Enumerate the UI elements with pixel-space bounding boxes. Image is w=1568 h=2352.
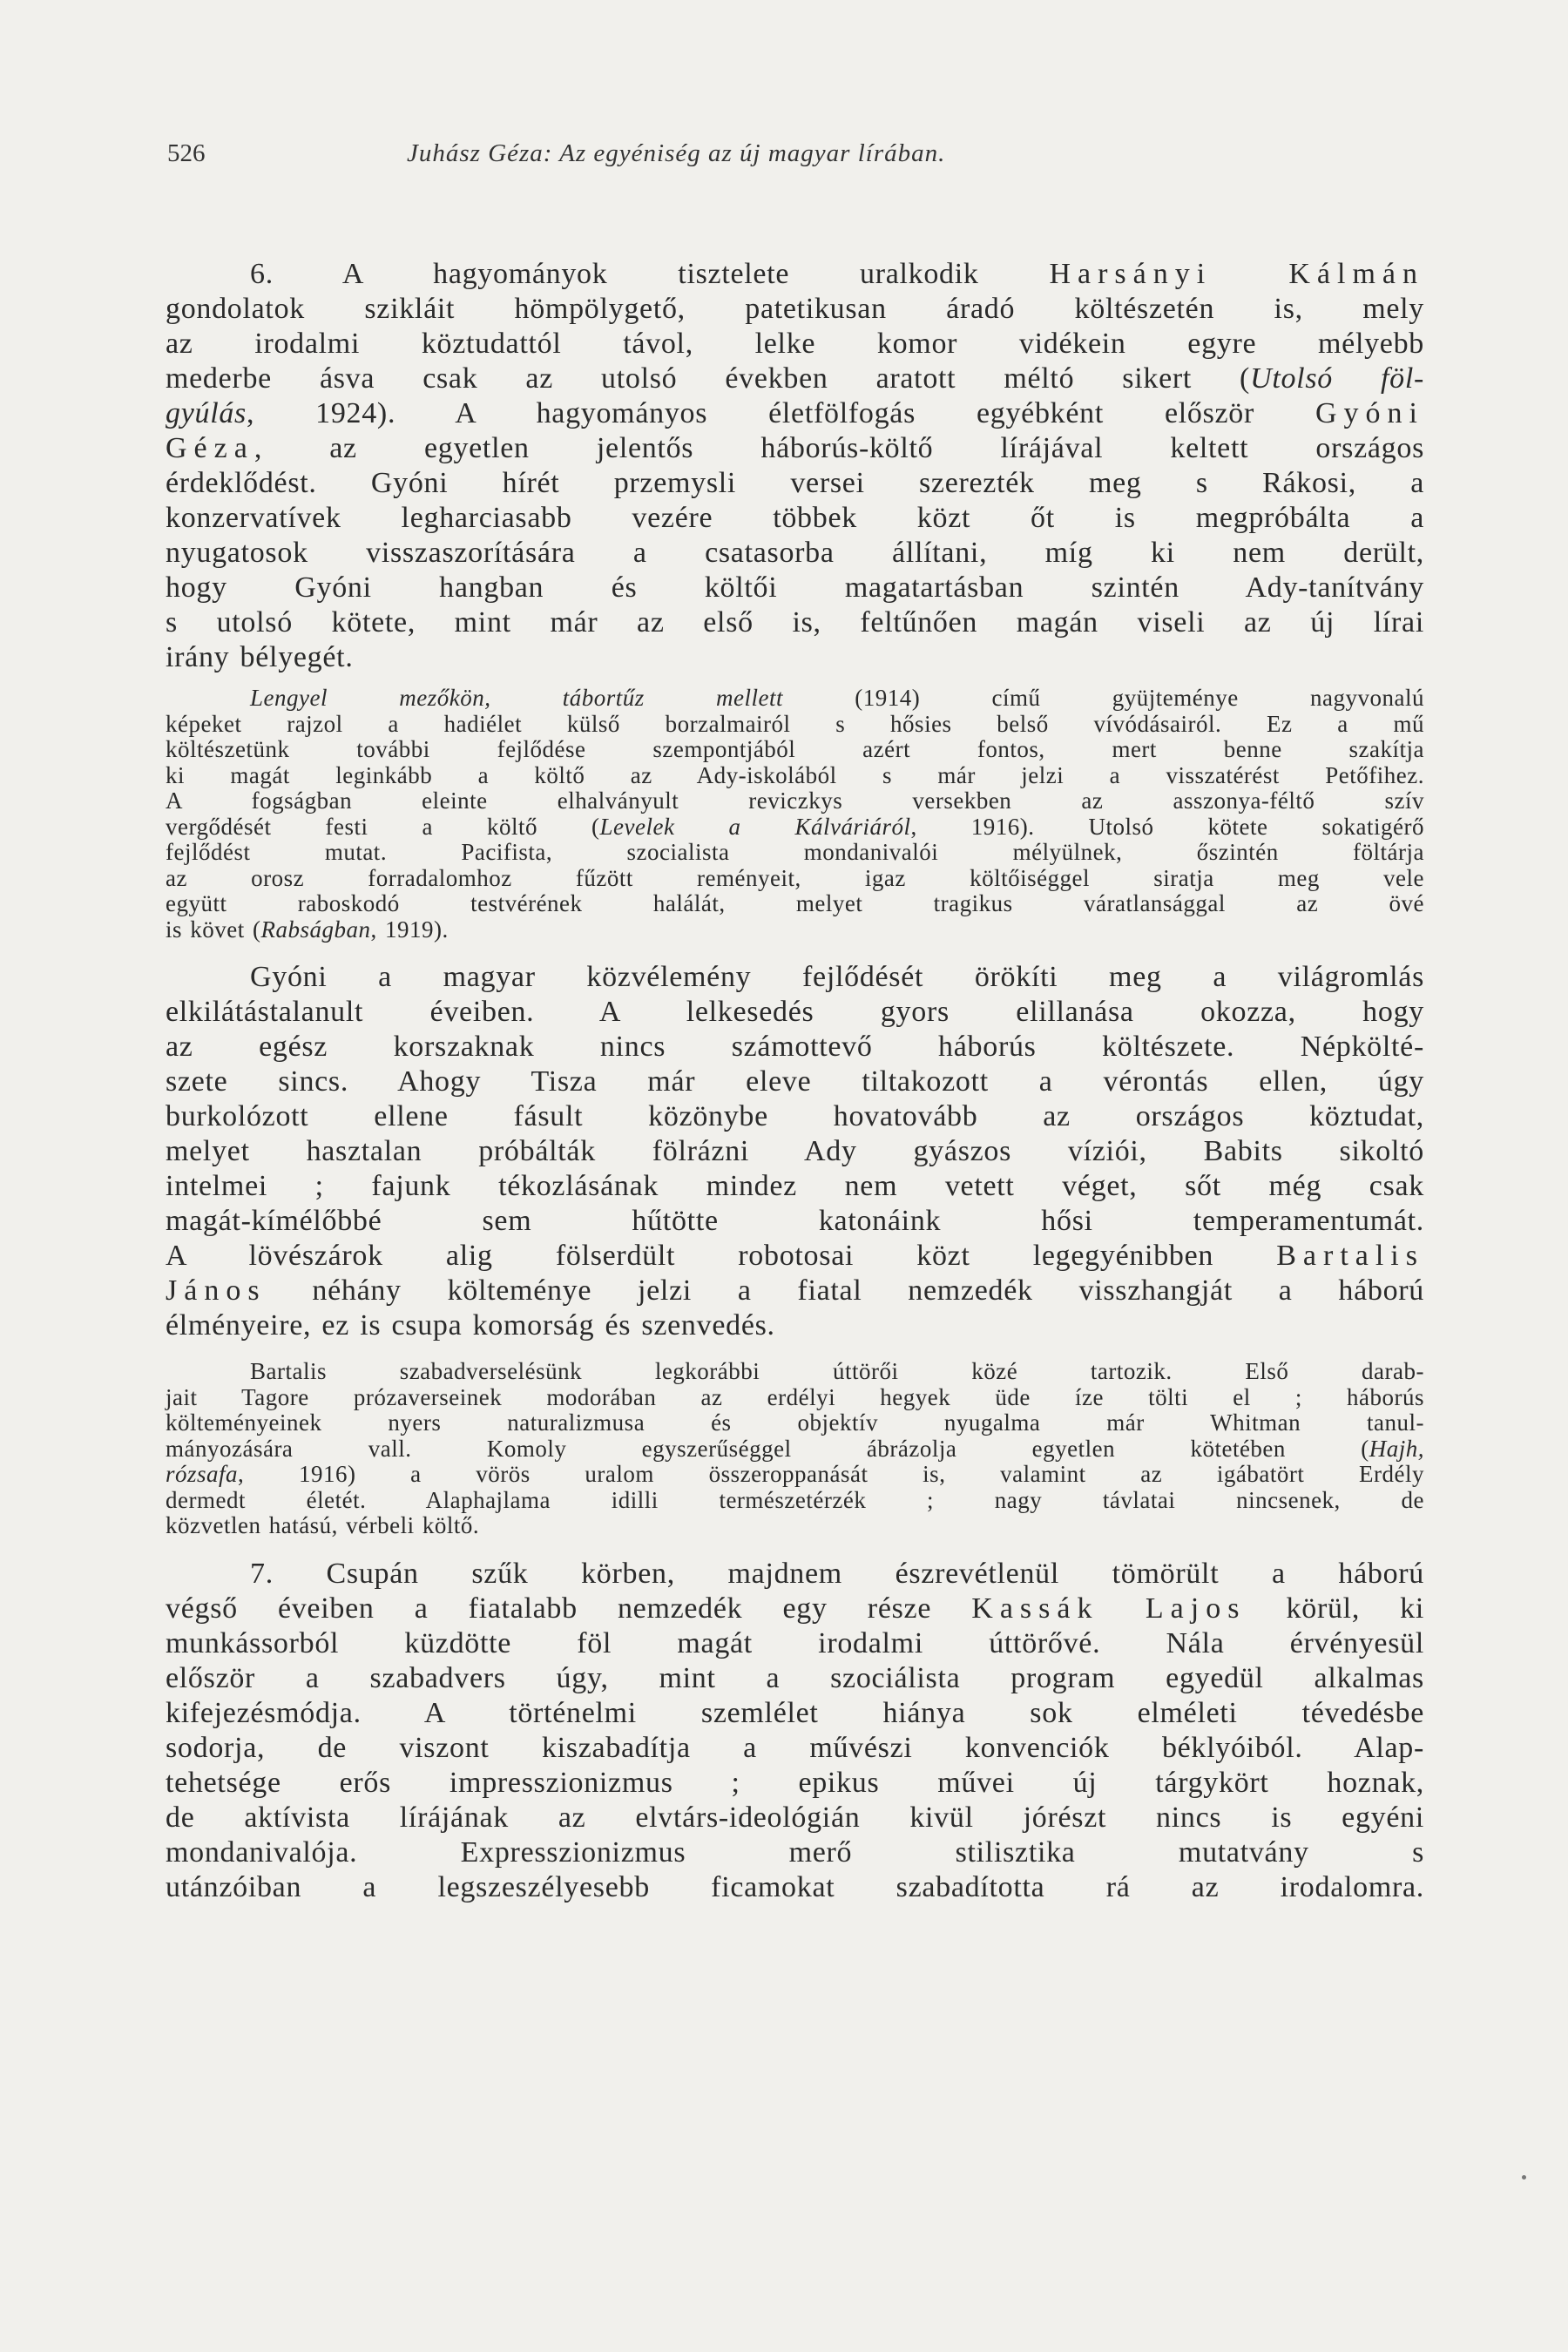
text-line: utánzóiban a legszeszélyesebb ficamokat szabadította rá az irodalomra. — [166, 1870, 1424, 1903]
author-name: Gyóni — [1315, 397, 1424, 429]
text-line: munkássorból küzdötte föl magát irodalmi úttörővé. Nála érvényesül — [166, 1626, 1424, 1659]
author-name: Bartalis — [1276, 1240, 1424, 1272]
text-line: először a szabadvers úgy, mint a szociálista program egyedül alkalmas — [166, 1661, 1424, 1694]
text-line: Bartalis szabadverselésünk legkorábbi úttörői közé tartozik. Első darab- — [250, 1358, 1424, 1384]
text-line: tehetsége erős impresszionizmus ; epikus művei új tárgykört hoznak, — [166, 1766, 1424, 1799]
text-line: az irodalmi köztudattól távol, lelke komor vidékein egyre mélyebb — [166, 328, 1424, 360]
text-line: mederbe ásva csak az utolsó években aratott méltó sikert (Utolsó föl- — [166, 362, 1424, 395]
text-line: Lengyel mezőkön, tábortűz mellett (1914) című gyüjteménye nagyvonalú — [250, 685, 1424, 711]
page-number: 526 — [167, 139, 206, 167]
book-title: Rabságban — [260, 916, 371, 943]
text-line: is követ (Rabságban, 1919). — [166, 916, 449, 943]
text-line: s utolsó kötete, mint már az első is, feltűnően magán viseli az új lírai — [166, 606, 1424, 639]
text-line: jait Tagore prózaverseinek modorában az erdélyi hegyek üde íze tölti el ; háborús — [166, 1383, 1424, 1410]
footnote-gyoni — [166, 686, 1424, 943]
book-title: Levelek a Kálváriáról — [599, 813, 911, 840]
text-line: vergődését festi a költő (Levelek a Kálváriáról, 1916). Utolsó kötete sokatigérő — [166, 813, 1424, 840]
book-title: Lengyel mezőkön, tábortűz mellett — [250, 685, 783, 711]
text-line: közvetlen hatású, vérbeli költő. — [166, 1512, 480, 1538]
text-line: rózsafa, 1916) a vörös uralom összeroppanását is, valamint az igábatört Erdély — [166, 1461, 1424, 1487]
text-line: gondolatok szikláit hömpölygető, patetikusan áradó költészetén is, mely — [166, 293, 1424, 325]
text-line: 7. Csupán szűk körben, majdnem észrevétlenül tömörült a háború — [250, 1557, 1424, 1590]
text-line: konzervatívek legharciasabb vezére többek közt őt is megpróbálta a — [166, 502, 1424, 534]
author-name: Géza — [166, 432, 254, 464]
text-line: az orosz forradalomhoz fűzött reményeit, igaz költőiséggel siratja meg vele — [166, 864, 1424, 891]
text-line: nyugatosok visszaszorítására a csatasorba állítani, míg ki nem derült, — [166, 537, 1424, 569]
text-line: képeket rajzol a hadiélet külső borzalmairól s hősies belső vívódásairól. Ez a mű — [166, 710, 1424, 737]
text-line: érdeklődést. Gyóni hírét przemysli versei szerezték meg s Rákosi, a — [166, 467, 1424, 499]
book-title: rózsafa — [166, 1461, 239, 1487]
author-name: Kassák Lajos — [971, 1592, 1247, 1625]
text-line: hogy Gyóni hangban és költői magatartásban szintén Ady-tanítvány — [166, 571, 1424, 604]
text-line: magát-kímélőbbé sem hűtötte katonáink hősi temperamentumát. — [166, 1205, 1424, 1237]
text-line: Gyóni a magyar közvélemény fejlődését örökíti meg a világromlás — [250, 961, 1424, 993]
section-6-paragraph — [166, 257, 1424, 675]
text-line: élményeire, ez is csupa komorság és szenvedés. — [166, 1309, 775, 1342]
text-line: elkilátástalanult éveiben. A lelkesedés gyors elillanása okozza, hogy — [166, 996, 1424, 1028]
text-line: A lövészárok alig fölserdült robotosai közt legegyénibben Bartalis — [166, 1240, 1424, 1272]
text-line: végső éveiben a fiatalabb nemzedék egy része Kassák Lajos körül, ki — [166, 1592, 1424, 1625]
book-title: gyúlás — [166, 397, 247, 429]
text-line: intelmei ; fajunk tékozlásának mindez nem vetett véget, sőt még csak — [166, 1170, 1424, 1202]
page-header — [167, 139, 1430, 178]
section-7-paragraph — [166, 1557, 1424, 1905]
running-title: Juhász Géza: Az egyéniség az új magyar lírában. — [407, 139, 946, 167]
text-line: melyet hasztalan próbálták fölrázni Ady gyászos víziói, Babits sikoltó — [166, 1135, 1424, 1167]
text-line: dermedt életét. Alaphajlama idilli természetérzék ; nagy távlatai nincsenek, de — [166, 1486, 1424, 1513]
text-line: az egész korszaknak nincs számottevő háborús költészete. Népkölté- — [166, 1031, 1424, 1063]
text-line: gyúlás, 1924). A hagyományos életfölfogás egyébként először Gyóni — [166, 397, 1424, 429]
page-body — [166, 257, 1424, 1905]
text-line: sodorja, de viszont kiszabadítja a művészi konvenciók béklyóiból. Alap- — [166, 1731, 1424, 1764]
author-name: János — [166, 1274, 267, 1307]
text-line: János néhány költeménye jelzi a fiatal nemzedék visszhangját a háború — [166, 1274, 1424, 1307]
author-name: Harsányi Kálmán — [1049, 258, 1424, 290]
text-line: együtt raboskodó testvérének halálát, melyet tragikus váratlansággal az övé — [166, 890, 1424, 916]
text-line: ki magát leginkább a költő az Ady-iskolából s már jelzi a visszatérést Petőfihez. — [166, 761, 1424, 788]
text-line: de aktívista lírájának az elvtárs-ideológián kivül jórészt nincs is egyéni — [166, 1801, 1424, 1834]
text-line: A fogságban eleinte elhalványult reviczkys versekben az asszonya-féltő szív — [166, 787, 1424, 814]
text-line: kifejezésmódja. A történelmi szemlélet hiánya sok elméleti tévedésbe — [166, 1696, 1424, 1729]
text-line: fejlődést mutat. Pacifista, szocialista mondanivalói mélyülnek, őszintén föltárja — [166, 839, 1424, 865]
text-line: mondanivalója. Expresszionizmus merő stilisztika mutatvány s — [166, 1835, 1424, 1869]
paper-speck — [1522, 2175, 1526, 2180]
text-line: irány bélyegét. — [166, 641, 354, 673]
book-title: Utolsó föl- — [1250, 362, 1424, 395]
text-line: költészetünk további fejlődése szempontjából azért fontos, mert benne szakítja — [166, 736, 1424, 762]
text-line: mányozására vall. Komoly egyszerűséggel ábrázolja egyetlen kötetében (Hajh, — [166, 1435, 1424, 1462]
text-line: Géza, az egyetlen jelentős háborús-költő lírájával keltett országos — [166, 432, 1424, 464]
text-line: költeményeinek nyers naturalizmusa és objektív nyugalma már Whitman tanul- — [166, 1409, 1424, 1436]
footnote-bartalis — [166, 1359, 1424, 1539]
text-line: 6. A hagyományok tisztelete uralkodik Harsányi Kálmán — [250, 258, 1424, 290]
text-line: szete sincs. Ahogy Tisza már eleve tiltakozott a vérontás ellen, úgy — [166, 1065, 1424, 1098]
text-line: burkolózott ellene fásult közönybe hovatovább az országos köztudat, — [166, 1100, 1424, 1132]
war-poetry-paragraph — [166, 960, 1424, 1343]
book-title: Hajh, — [1369, 1435, 1424, 1462]
